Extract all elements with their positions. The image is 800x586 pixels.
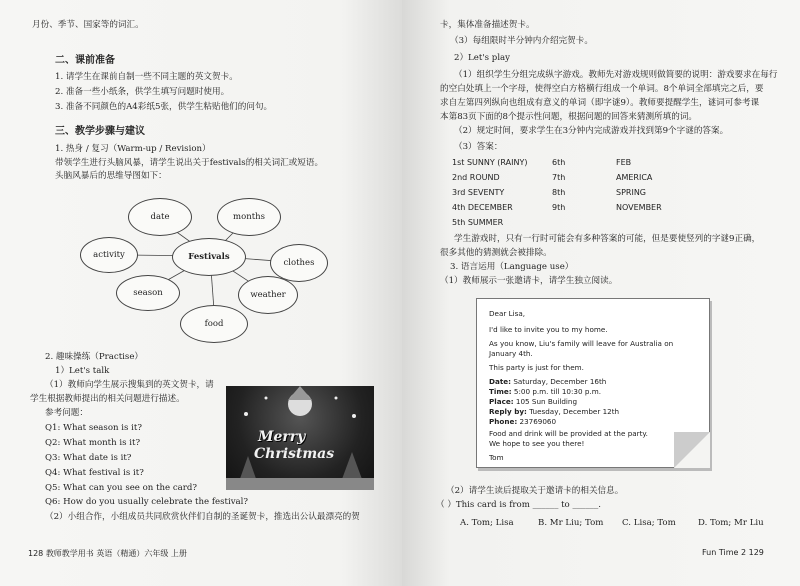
letter-value: 5:00 p.m. till 10:30 p.m.: [513, 387, 601, 396]
mind-node-clothes: clothes: [270, 244, 328, 282]
letter-key: Date:: [489, 377, 512, 386]
option-b: B. Mr Liu; Tom: [538, 518, 604, 528]
letter-line: Food and drink will be provided at the party.: [489, 429, 648, 438]
letter-key: Phone:: [489, 417, 518, 426]
text-line: 的空白处填上一个字母，使得空白方格横行组成一个单词。8个单词全部填完之后，要: [440, 84, 764, 94]
heading-steps: 三、教学步骤与建议: [55, 126, 145, 137]
page-curl: [674, 432, 710, 468]
option-d: D. Tom; Mr Liu: [698, 518, 764, 528]
answer-num: 6th: [552, 158, 566, 167]
answer-num: 2nd: [452, 173, 468, 182]
step2-text: 学生根据教师提出的相关问题进行描述。: [30, 394, 185, 404]
step2-title: 2. 趣味操练（Practise）: [45, 352, 144, 362]
invitation-card: [476, 298, 710, 468]
step2-text: （2）小组合作，小组成员共同欣赏伙伴们自制的圣诞贺卡，推选出公认最漂亮的贺: [45, 512, 360, 522]
heading-preparation: 二、课前准备: [55, 55, 115, 66]
question: Q6: How do you usually celebrate the festival?: [45, 497, 249, 507]
mind-node-food: food: [180, 305, 248, 343]
mind-node-weather: weather: [238, 276, 298, 314]
letter-greeting: Dear Lisa,: [489, 309, 526, 318]
prep-item: 3. 准备不同颜色的A4彩纸5张，供学生粘贴他们的问句。: [55, 102, 273, 112]
letter-line: We hope to see you there!: [489, 439, 585, 448]
answer-word: DECEMBER: [467, 203, 513, 212]
text-line: 求自左第四列纵向也组成有意义的单词（即字谜9）。教师要提醒学生，谜词可参考课: [440, 98, 760, 108]
step1-title: 1. 热身 / 复习（Warm-up / Revision）: [55, 144, 211, 154]
answer-num: 1st: [452, 158, 465, 167]
mind-center-festivals: Festivals: [172, 238, 246, 276]
answer-num: 5th: [452, 218, 466, 227]
question: Q2: What month is it?: [45, 438, 141, 448]
question: Q5: What can you see on the card?: [45, 483, 198, 493]
letter-line: January 4th.: [489, 349, 533, 358]
text-line: （2）规定时间，要求学生在3分钟内完成游戏并找到第9个字谜的答案。: [454, 126, 729, 136]
letter-value: 105 Sun Building: [515, 397, 578, 406]
mind-node-activity: activity: [80, 237, 138, 273]
answer-num: 9th: [552, 203, 566, 212]
snow-ground: [226, 478, 374, 490]
christmas-card-image: [226, 386, 374, 490]
text-line: 卡，集体准备描述贺卡。: [440, 20, 535, 30]
ref-questions-label: 参考问题：: [45, 408, 88, 418]
option-c: C. Lisa; Tom: [622, 518, 676, 528]
text-line: （1）教师展示一张邀请卡，请学生独立阅读。: [440, 276, 618, 286]
step2-text: （1）教师向学生展示搜集到的英文贺卡，请: [45, 380, 214, 390]
text-line: 很多其他的猜测就会被排除。: [440, 248, 552, 258]
letter-value: 23769060: [519, 417, 557, 426]
card-text-christmas: Christmas: [254, 446, 335, 462]
prep-item: 1. 请学生在课前自制一些不同主题的英文贺卡。: [55, 72, 238, 82]
sub-heading: 3. 语言运用（Language use）: [450, 262, 574, 272]
answer-num: 8th: [552, 188, 566, 197]
answer-num: 3rd: [452, 188, 466, 197]
mind-node-season: season: [116, 275, 180, 311]
question: Q3: What date is it?: [45, 453, 132, 463]
text-line: （3）每组限时半分钟内介绍完贺卡。: [450, 36, 593, 46]
step1-text: 头脑风暴后的思维导图如下：: [55, 171, 167, 181]
letter-value: Saturday, December 16th: [513, 377, 607, 386]
letter-signature: Tom: [489, 453, 504, 462]
answer-word: AMERICA: [616, 173, 653, 182]
intro-line: 月份、季节、国家等的词汇。: [32, 20, 144, 30]
question: Q1: What season is it?: [45, 423, 142, 433]
text-line: 本第83页下面的8个提示性问题，根据问题的回答来猜测所填的词。: [440, 112, 698, 122]
snowflake-icon: [335, 397, 338, 400]
answer-num: 7th: [552, 173, 566, 182]
question-line: （ ）This card is from ______ to ______.: [436, 500, 601, 510]
page-footer-left: 128 教师教学用书 英语（精通）六年级 上册: [28, 549, 187, 558]
letter-line: I'd like to invite you to my home.: [489, 325, 608, 334]
answer-word: ROUND: [469, 173, 500, 182]
snowflake-icon: [265, 397, 268, 400]
prep-item: 2. 准备一些小纸条，供学生填写问题时使用。: [55, 87, 230, 97]
answer-word: FEB: [616, 158, 632, 167]
card-text-merry: Merry: [258, 429, 306, 445]
text-line: （2）请学生读后提取关于邀请卡的相关信息。: [446, 486, 624, 496]
letter-value: Tuesday, December 12th: [529, 407, 620, 416]
answers-label: （3）答案：: [454, 142, 503, 152]
snowflake-icon: [352, 414, 356, 418]
step1-text: 带领学生进行头脑风暴，请学生说出关于festivals的相关词汇或短语。: [55, 158, 324, 168]
letter-line: As you know, Liu's family will leave for Australia on: [489, 339, 674, 348]
answer-num: 4th: [452, 203, 466, 212]
text-line: 学生游戏时，只有一行时可能会有多种答案的可能，但是要使竖列的字谜9正确，: [454, 234, 761, 244]
answer-word: SEVENTY: [467, 188, 505, 197]
mind-node-months: months: [217, 198, 281, 236]
answer-word: NOVEMBER: [616, 203, 662, 212]
letter-line: This party is just for them.: [489, 363, 584, 372]
snowflake-icon: [244, 412, 248, 416]
option-a: A. Tom; Lisa: [460, 518, 514, 528]
letter-key: Place:: [489, 397, 514, 406]
santa-hat-icon: [288, 386, 312, 400]
step2-sub: 1）Let's talk: [55, 366, 110, 376]
text-line: （1）组织学生分组完成纵字游戏。教师先对游戏规则做简要的说明：游戏要求在每行: [454, 70, 778, 80]
sub-heading: 2）Let's play: [454, 53, 511, 63]
right-page: [402, 0, 800, 586]
page-footer-right: Fun Time 2 129: [702, 548, 764, 557]
answer-word: SUMMER: [467, 218, 504, 227]
answer-word: SPRING: [616, 188, 647, 197]
letter-key: Time:: [489, 387, 512, 396]
letter-key: Reply by:: [489, 407, 527, 416]
question: Q4: What festival is it?: [45, 468, 144, 478]
mind-node-date: date: [128, 198, 192, 236]
answer-word: SUNNY (RAINY): [466, 158, 528, 167]
